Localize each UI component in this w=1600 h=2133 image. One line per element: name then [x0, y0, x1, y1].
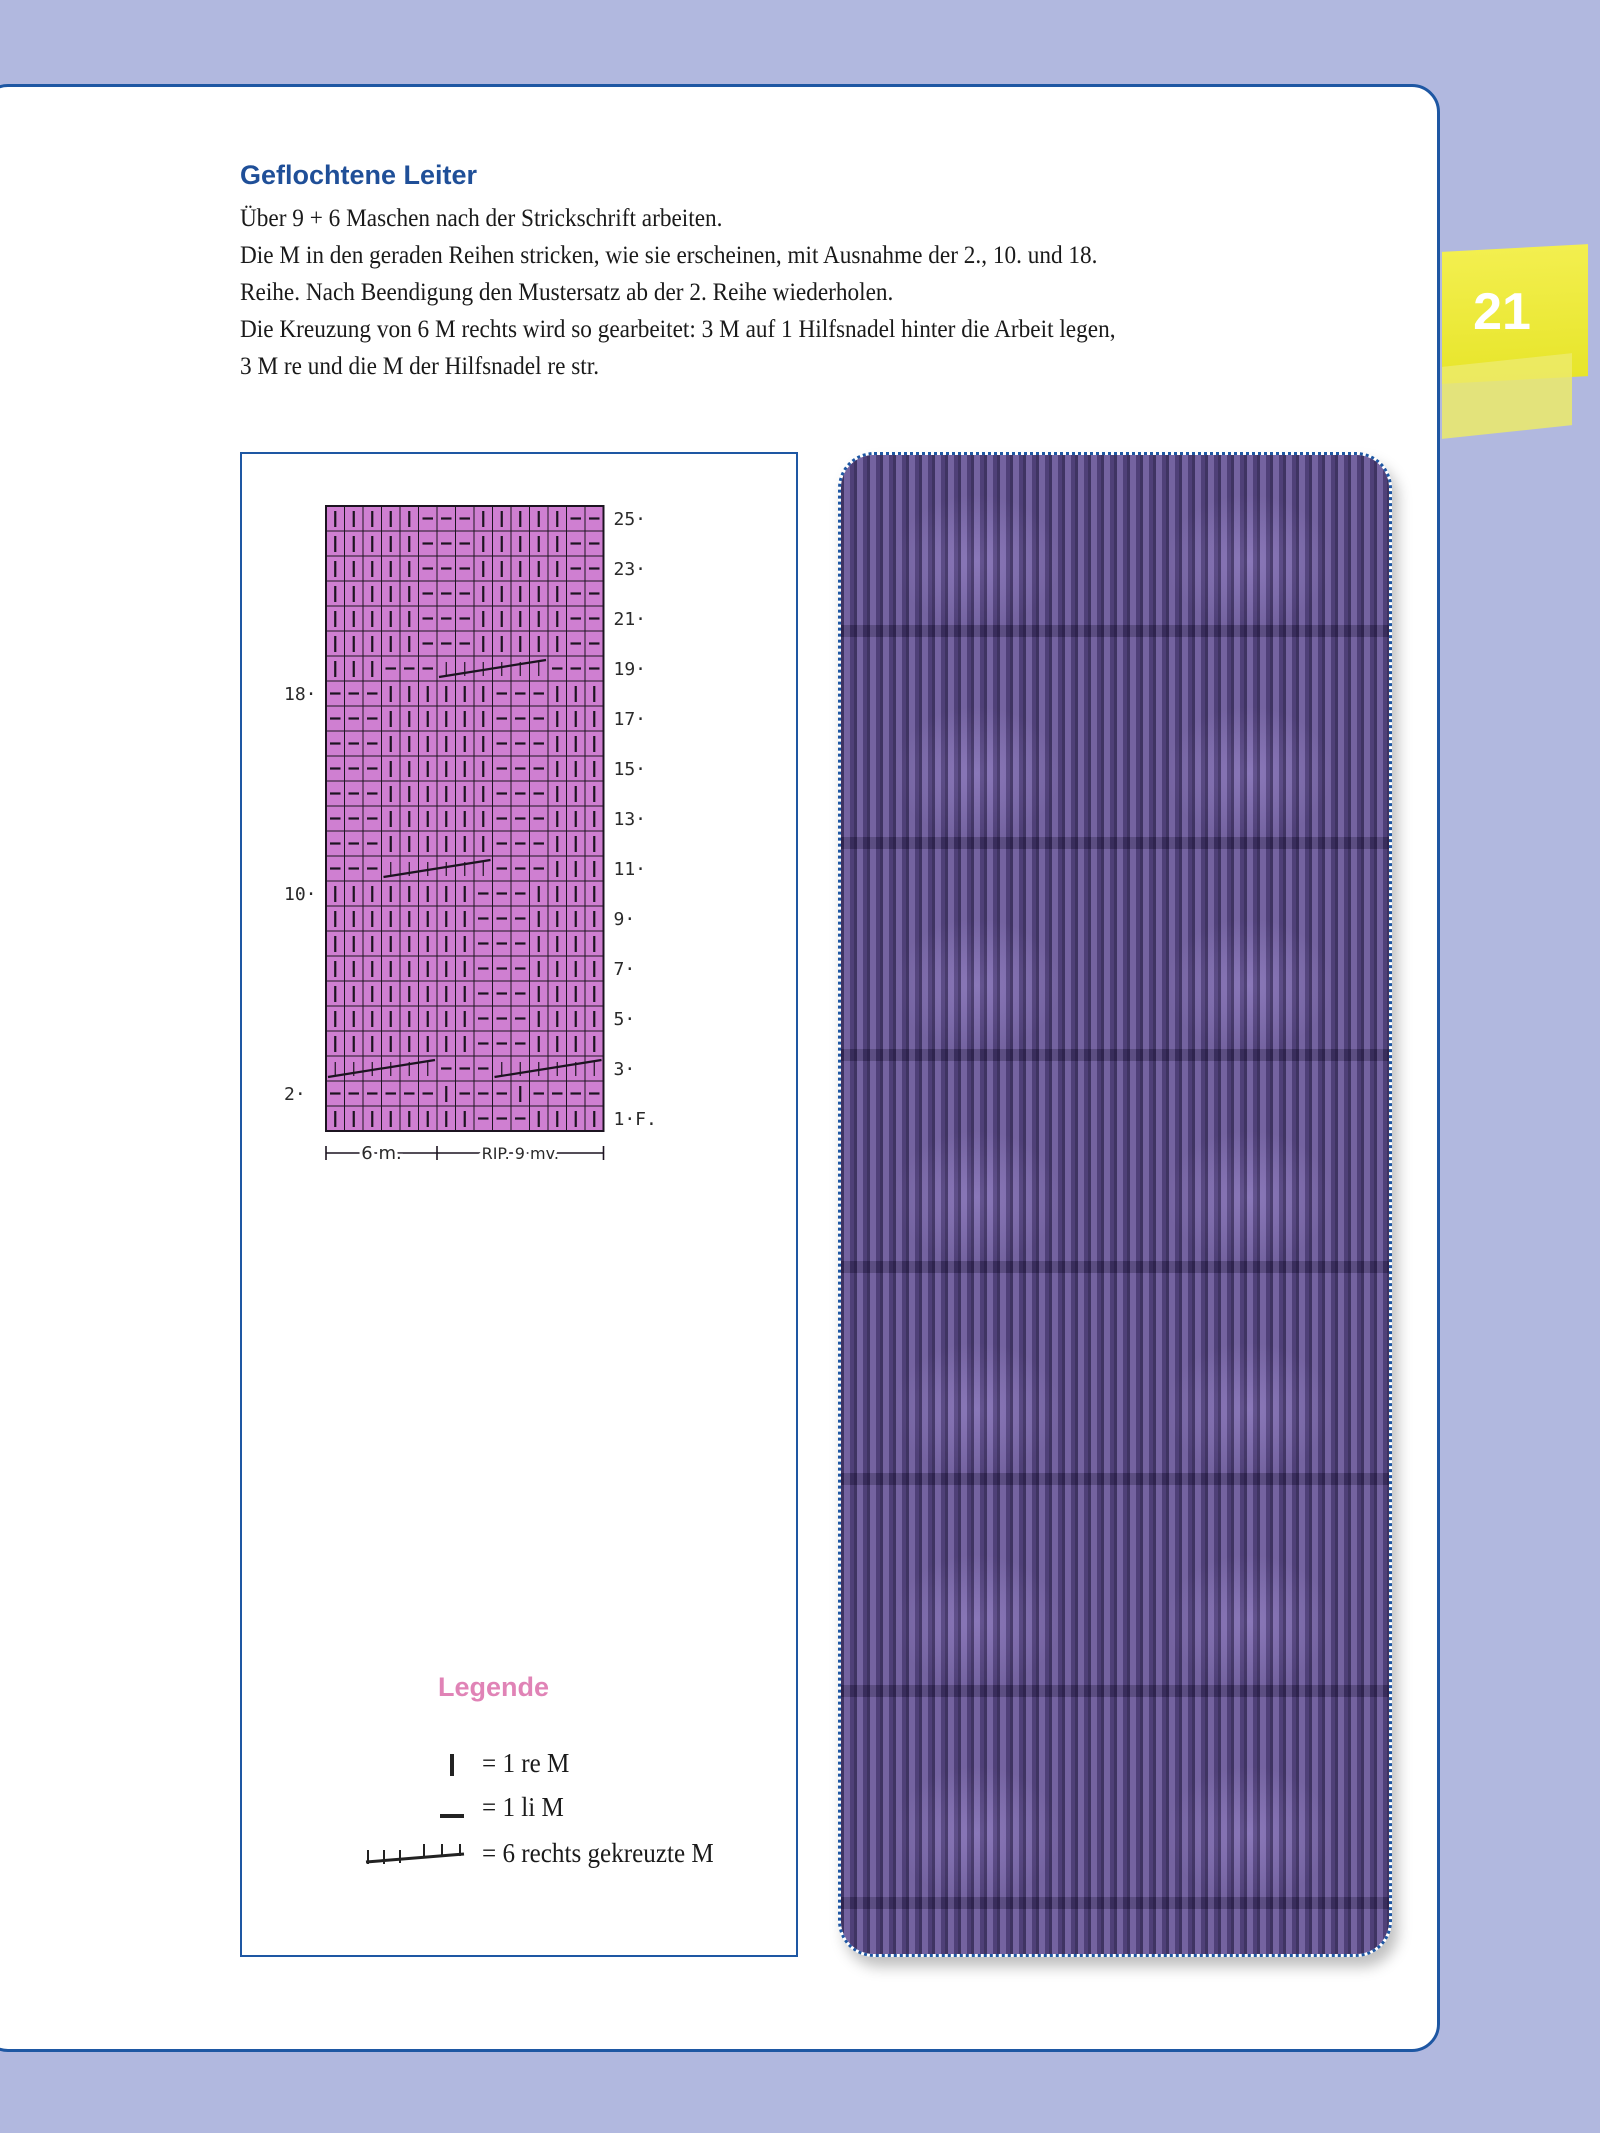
- legend-cable-text: = 6 rechts gekreuzte M: [482, 1838, 714, 1868]
- chart-row-label: 15·: [613, 759, 647, 780]
- knitted-swatch-texture: [841, 455, 1389, 1954]
- cable-stitch-icon: [360, 1836, 480, 1872]
- chart-bottom-label-right: RIP. 9 mv.: [481, 1144, 559, 1163]
- chart-row-label: 1·F.: [613, 1109, 657, 1130]
- page-tab-shadow: [1442, 353, 1572, 439]
- chart-row-label: 17·: [613, 709, 647, 730]
- instruction-line: Die M in den geraden Reihen stricken, wie sie erscheinen, mit Ausnahme der 2., 10. und 18.: [240, 242, 1098, 269]
- knitted-swatch-photo: [838, 452, 1392, 1957]
- chart-row-label: 23·: [613, 559, 647, 580]
- chart-row-label: 3·: [613, 1059, 636, 1080]
- instruction-line: Reihe. Nach Beendigung den Mustersatz ab der 2. Reihe wiederholen.: [240, 279, 894, 306]
- chart-row-label: 5·: [613, 1009, 636, 1030]
- chart-left-row-label: 18·: [284, 684, 317, 705]
- pattern-title: Geflochtene Leiter: [240, 160, 478, 190]
- chart-panel: [240, 452, 798, 1957]
- chart-left-row-label: 10·: [284, 884, 317, 905]
- legend-knit-text: = 1 re M: [482, 1748, 570, 1778]
- legend-purl-text: = 1 li M: [482, 1792, 564, 1822]
- knitting-chart: [242, 454, 796, 1214]
- chart-row-label: 19·: [613, 659, 647, 680]
- instruction-line: 3 M re und die M der Hilfsnadel re str.: [240, 353, 600, 380]
- chart-row-label: 13·: [613, 809, 647, 830]
- chart-row-label: 7·: [613, 959, 636, 980]
- chart-bottom-label-left: 6 m.: [361, 1143, 402, 1164]
- legend-title: Legende: [438, 1672, 550, 1702]
- instruction-line: Die Kreuzung von 6 M rechts wird so gearbeitet: 3 M auf 1 Hilfsnadel hinter die Arbeit legen,: [240, 316, 1116, 343]
- instruction-line: Über 9 + 6 Maschen nach der Strickschrift arbeiten.: [240, 205, 723, 232]
- chart-row-label: 21·: [613, 609, 647, 630]
- chart-row-label: 25·: [613, 509, 647, 530]
- pattern-instructions: [240, 200, 1320, 385]
- chart-row-label: 11·: [613, 859, 647, 880]
- page-number: 21: [1473, 283, 1531, 341]
- knit-stitch-icon: [360, 1746, 480, 1782]
- chart-left-row-label: 2·: [284, 1084, 306, 1105]
- chart-row-label: 9·: [613, 909, 636, 930]
- purl-stitch-icon: [360, 1790, 480, 1826]
